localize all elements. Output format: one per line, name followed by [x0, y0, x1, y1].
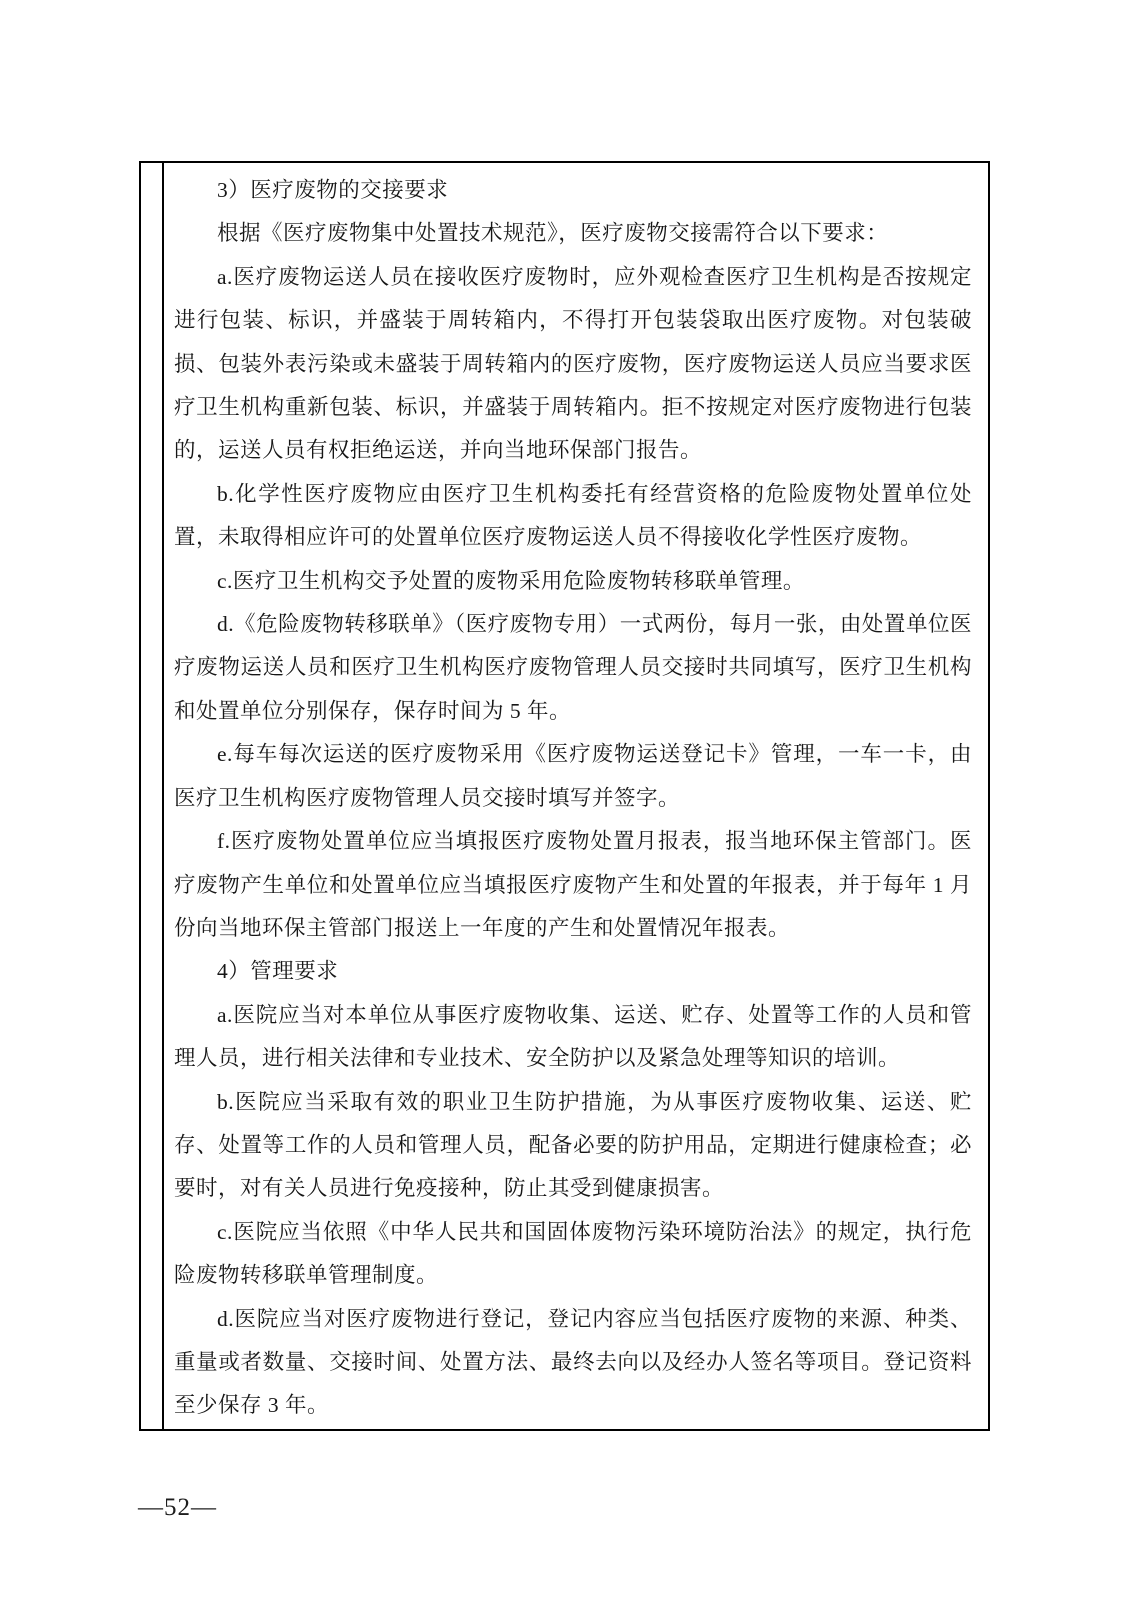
- paragraph-intro: 根据《医疗废物集中处置技术规范》，医疗废物交接需符合以下要求：: [217, 221, 889, 246]
- paragraph-management-c: c.医院应当依照《中华人民共和国固体废物污染环境防治法》的规定，执行危险废物转移联单管理制度。: [174, 1219, 972, 1288]
- paragraph-handover-c: c.医疗卫生机构交予处置的废物采用危险废物转移联单管理。: [217, 568, 805, 593]
- paragraph-handover-a: a.医疗废物运送人员在接收医疗废物时，应外观检查医疗卫生机构是否按规定进行包装、标识，并盛装于周转箱内，不得打开包装袋取出医疗废物。对包装破损、包装外表污染或未盛装于周转箱内的医疗废物，医疗废物运送人员应当要求医疗卫生机构重新包装、标识，并盛装于周转箱内。拒不按规定对医疗废物进行包装的，运送人员有权拒绝运送，并向当地环保部门报告。: [174, 264, 972, 463]
- section-heading-handover: 3）医疗废物的交接要求: [217, 178, 449, 202]
- paragraph-management-a: a.医院应当对本单位从事医疗废物收集、运送、贮存、处置等工作的人员和管理人员，进行相关法律和专业技术、安全防护以及紧急处理等知识的培训。: [174, 1002, 972, 1071]
- page-number: —52—: [138, 1494, 217, 1521]
- table-content-cell: [164, 163, 988, 1429]
- paragraph-handover-f: f.医疗废物处置单位应当填报医疗废物处置月报表，报当地环保主管部门。医疗废物产生单位和处置单位应当填报医疗废物产生和处置的年报表，并于每年 1 月份向当地环保主管部门报送上一年度的产生和处置情况年报表。: [174, 829, 972, 940]
- paragraph-handover-e: e.每车每次运送的医疗废物采用《医疗废物运送登记卡》管理，一车一卡，由医疗卫生机构医疗废物管理人员交接时填写并签字。: [174, 742, 972, 810]
- paragraph-handover-b: b.化学性医疗废物应由医疗卫生机构委托有经营资格的危险废物处置单位处置，未取得相应许可的处置单位医疗废物运送人员不得接收化学性医疗废物。: [174, 481, 972, 550]
- content-table: [139, 161, 990, 1431]
- section-heading-management: 4）管理要求: [217, 959, 339, 984]
- table-gutter-cell: [141, 163, 164, 1429]
- paragraph-management-d: d.医院应当对医疗废物进行登记，登记内容应当包括医疗废物的来源、种类、重量或者数量、交接时间、处置方法、最终去向以及经办人签名等项目。登记资料至少保存 3 年。: [174, 1306, 972, 1418]
- paragraph-handover-d: d.《危险废物转移联单》（医疗废物专用）一式两份，每月一张，由处置单位医疗废物运送人员和医疗卫生机构医疗废物管理人员交接时共同填写，医疗卫生机构和处置单位分别保存，保存时间为 5 年。: [174, 612, 972, 723]
- paragraph-management-b: b.医院应当采取有效的职业卫生防护措施，为从事医疗废物收集、运送、贮存、处置等工作的人员和管理人员，配备必要的防护用品，定期进行健康检查；必要时，对有关人员进行免疫接种，防止其受到健康损害。: [174, 1089, 972, 1201]
